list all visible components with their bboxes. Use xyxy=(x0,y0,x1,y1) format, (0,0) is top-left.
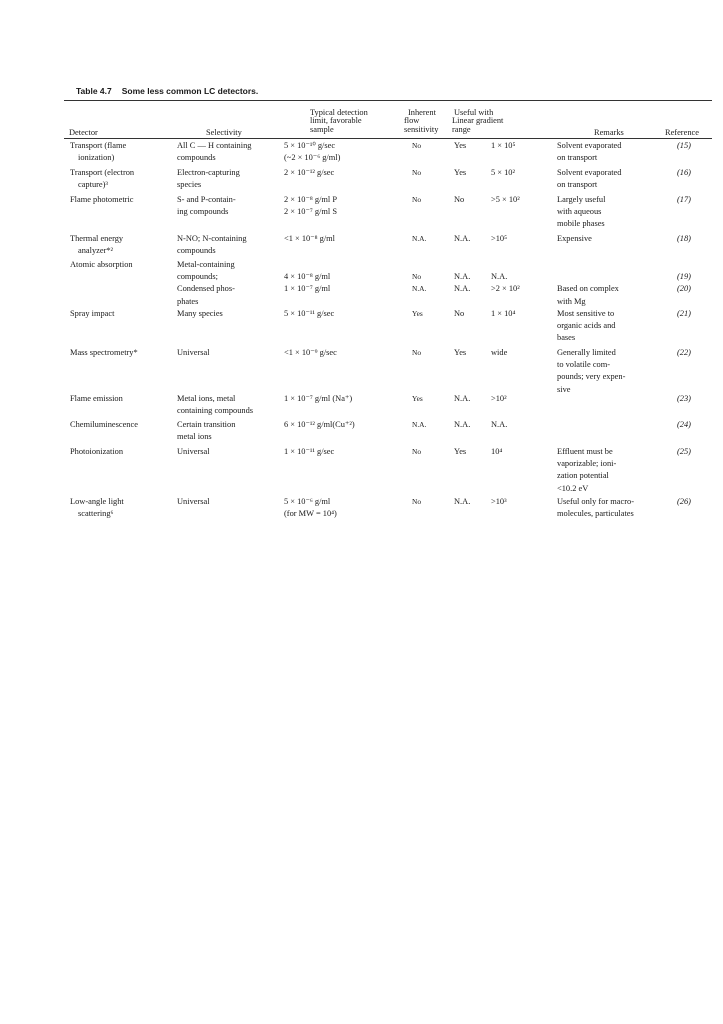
cell-detector: Thermal energy xyxy=(70,234,124,243)
cell-ref: (17) xyxy=(677,195,691,204)
cell-detector: Low-angle light xyxy=(70,497,124,506)
cell-flow: No xyxy=(412,497,422,506)
cell-ref: (21) xyxy=(677,309,691,318)
cell-remarks: with aqueous xyxy=(557,207,602,217)
cell-gradient: Yes xyxy=(454,168,467,177)
cell-limit: (for MW = 10⁴) xyxy=(284,509,337,519)
cell-remarks: to volatile com- xyxy=(557,360,611,370)
cell-selectivity: species xyxy=(177,180,202,190)
cell-flow: No xyxy=(412,272,422,282)
cell-limit: 1 × 10⁻⁷ g/ml (Na⁺) xyxy=(284,394,353,403)
header-detector: Detector xyxy=(69,128,98,137)
cell-limit: 5 × 10⁻¹⁰ g/sec xyxy=(284,141,336,150)
cell-detector: analyzer*² xyxy=(78,246,114,256)
cell-limit: 1 × 10⁻¹¹ g/sec xyxy=(284,447,335,456)
cell-ref: (23) xyxy=(677,394,691,403)
cell-selectivity: metal ions xyxy=(177,432,212,442)
cell-selectivity: Certain transition xyxy=(177,420,236,429)
cell-selectivity: Metal ions, metal xyxy=(177,394,236,403)
header-flow: Inherent flow sensitivity xyxy=(404,108,439,134)
cell-range: 10⁴ xyxy=(491,447,503,456)
cell-limit: 5 × 10⁻¹¹ g/sec xyxy=(284,309,335,318)
table-number: Table 4.7 xyxy=(76,86,112,96)
cell-range: 5 × 10² xyxy=(491,168,515,177)
cell-range: >10³ xyxy=(491,497,507,506)
cell-limit: <1 × 10⁻⁹ g/sec xyxy=(284,348,337,357)
cell-selectivity: ing compounds xyxy=(177,207,229,217)
cell-ref: (20) xyxy=(677,284,691,294)
cell-ref: (16) xyxy=(677,168,691,177)
cell-detector: capture)³ xyxy=(78,180,108,190)
cell-remarks: zation potential xyxy=(557,471,609,481)
cell-range: 1 × 10⁵ xyxy=(491,141,516,150)
cell-remarks: Expensive xyxy=(557,234,592,243)
cell-flow: No xyxy=(412,141,422,150)
cell-flow: No xyxy=(412,168,422,177)
cell-range: wide xyxy=(491,348,508,357)
cell-gradient: N.A. xyxy=(454,420,471,429)
cell-ref: (24) xyxy=(677,420,691,429)
cell-gradient: N.A. xyxy=(454,272,471,282)
cell-ref: (18) xyxy=(677,234,691,243)
cell-range: 1 × 10⁴ xyxy=(491,309,516,318)
cell-limit: 2 × 10⁻⁷ g/ml S xyxy=(284,207,338,217)
cell-limit: <1 × 10⁻⁸ g/ml xyxy=(284,234,335,243)
cell-detector: Transport (flame xyxy=(70,141,127,150)
cell-range: >10⁵ xyxy=(491,234,508,243)
cell-remarks: bases xyxy=(557,333,576,343)
cell-remarks: <10.2 eV xyxy=(557,483,589,493)
cell-limit: 6 × 10⁻¹² g/ml(Cu⁺²) xyxy=(284,420,355,429)
cell-selectivity: S- and P-contain- xyxy=(177,195,236,204)
cell-gradient: No xyxy=(454,195,465,204)
cell-detector: Mass spectrometry* xyxy=(70,348,138,357)
cell-ref: (19) xyxy=(677,272,691,282)
cell-remarks: Largely useful xyxy=(557,195,606,204)
cell-selectivity: Universal xyxy=(177,348,210,357)
cell-limit: 4 × 10⁻⁸ g/ml xyxy=(284,272,331,282)
cell-remarks: Generally limited xyxy=(557,348,616,357)
header-useful: Useful with Linear gradient range xyxy=(452,108,504,134)
cell-ref: (25) xyxy=(677,447,691,456)
cell-flow: N.A. xyxy=(412,420,427,429)
cell-remarks: molecules, particulates xyxy=(557,509,634,519)
cell-flow: Yes xyxy=(412,309,423,318)
cell-detector: Chemiluminescence xyxy=(70,420,138,429)
cell-detector: Spray impact xyxy=(70,309,115,318)
cell-detector: scattering⁶ xyxy=(78,509,114,519)
cell-gradient: N.A. xyxy=(454,394,471,403)
cell-selectivity: N-NO; N-containing xyxy=(177,234,247,243)
cell-remarks: Most sensitive to xyxy=(557,309,615,318)
cell-detector: ionization) xyxy=(78,153,115,163)
cell-detector: Photoionization xyxy=(70,447,124,456)
header-detection: Typical detection limit, favorable sample xyxy=(310,108,368,134)
cell-ref: (26) xyxy=(677,497,691,506)
cell-range: N.A. xyxy=(491,272,508,282)
cell-gradient: N.A. xyxy=(454,284,471,294)
cell-flow: No xyxy=(412,348,422,357)
cell-remarks: sive xyxy=(557,384,571,394)
cell-remarks: Based on complex xyxy=(557,284,619,294)
cell-selectivity: Universal xyxy=(177,447,210,456)
cell-selectivity: Many species xyxy=(177,309,223,318)
cell-ref: (15) xyxy=(677,141,691,150)
cell-range: >2 × 10² xyxy=(491,284,520,294)
cell-gradient: N.A. xyxy=(454,234,471,243)
header-remarks: Remarks xyxy=(594,128,624,137)
cell-flow: Yes xyxy=(412,394,423,403)
cell-detector: Transport (electron xyxy=(70,168,135,177)
cell-flow: No xyxy=(412,447,422,456)
cell-selectivity: compounds; xyxy=(177,272,218,282)
cell-limit: 5 × 10⁻⁶ g/ml xyxy=(284,497,331,506)
cell-selectivity: Condensed phos- xyxy=(177,284,235,294)
cell-range: N.A. xyxy=(491,420,508,429)
cell-remarks: Solvent evaporated xyxy=(557,141,622,150)
cell-limit: 2 × 10⁻¹² g/sec xyxy=(284,168,335,177)
cell-selectivity: phates xyxy=(177,296,199,306)
table-caption xyxy=(76,86,258,96)
cell-selectivity: All C — H containing xyxy=(177,141,252,150)
table-title: Some less common LC detectors. xyxy=(121,86,259,96)
cell-remarks: with Mg xyxy=(557,296,586,306)
cell-remarks: mobile phases xyxy=(557,219,605,229)
cell-remarks: on transport xyxy=(557,153,598,163)
cell-selectivity: Universal xyxy=(177,497,210,506)
cell-remarks: vaporizable; ioni- xyxy=(557,459,617,469)
cell-flow: N.A. xyxy=(412,284,427,294)
cell-limit: 2 × 10⁻⁸ g/ml P xyxy=(284,195,338,204)
cell-limit: 1 × 10⁻⁷ g/ml xyxy=(284,284,331,294)
cell-limit: (~2 × 10⁻⁶ g/ml) xyxy=(284,153,341,163)
top-rule xyxy=(64,100,712,101)
cell-remarks: Solvent evaporated xyxy=(557,168,622,177)
cell-range: >5 × 10² xyxy=(491,195,520,204)
cell-detector: Atomic absorption xyxy=(70,260,133,269)
cell-gradient: Yes xyxy=(454,141,467,150)
cell-selectivity: Metal-containing xyxy=(177,260,235,269)
cell-ref: (22) xyxy=(677,348,691,357)
header-rule xyxy=(64,138,712,139)
cell-gradient: No xyxy=(454,309,465,318)
cell-remarks: on transport xyxy=(557,180,598,190)
cell-remarks: pounds; very expen- xyxy=(557,372,626,382)
cell-flow: No xyxy=(412,195,422,204)
cell-detector: Flame photometric xyxy=(70,195,134,204)
cell-gradient: Yes xyxy=(454,348,467,357)
cell-gradient: Yes xyxy=(454,447,467,456)
cell-selectivity: Electron-capturing xyxy=(177,168,240,177)
header-selectivity: Selectivity xyxy=(206,128,242,137)
cell-selectivity: compounds xyxy=(177,246,216,256)
cell-gradient: N.A. xyxy=(454,497,471,506)
cell-remarks: Useful only for macro- xyxy=(557,497,634,506)
cell-remarks: organic acids and xyxy=(557,321,616,331)
header-reference: Reference xyxy=(665,128,699,137)
cell-flow: N.A. xyxy=(412,234,427,243)
cell-range: >10² xyxy=(491,394,507,403)
cell-remarks: Effluent must be xyxy=(557,447,613,456)
cell-detector: Flame emission xyxy=(70,394,123,403)
cell-selectivity: compounds xyxy=(177,153,216,163)
cell-selectivity: containing compounds xyxy=(177,406,254,416)
